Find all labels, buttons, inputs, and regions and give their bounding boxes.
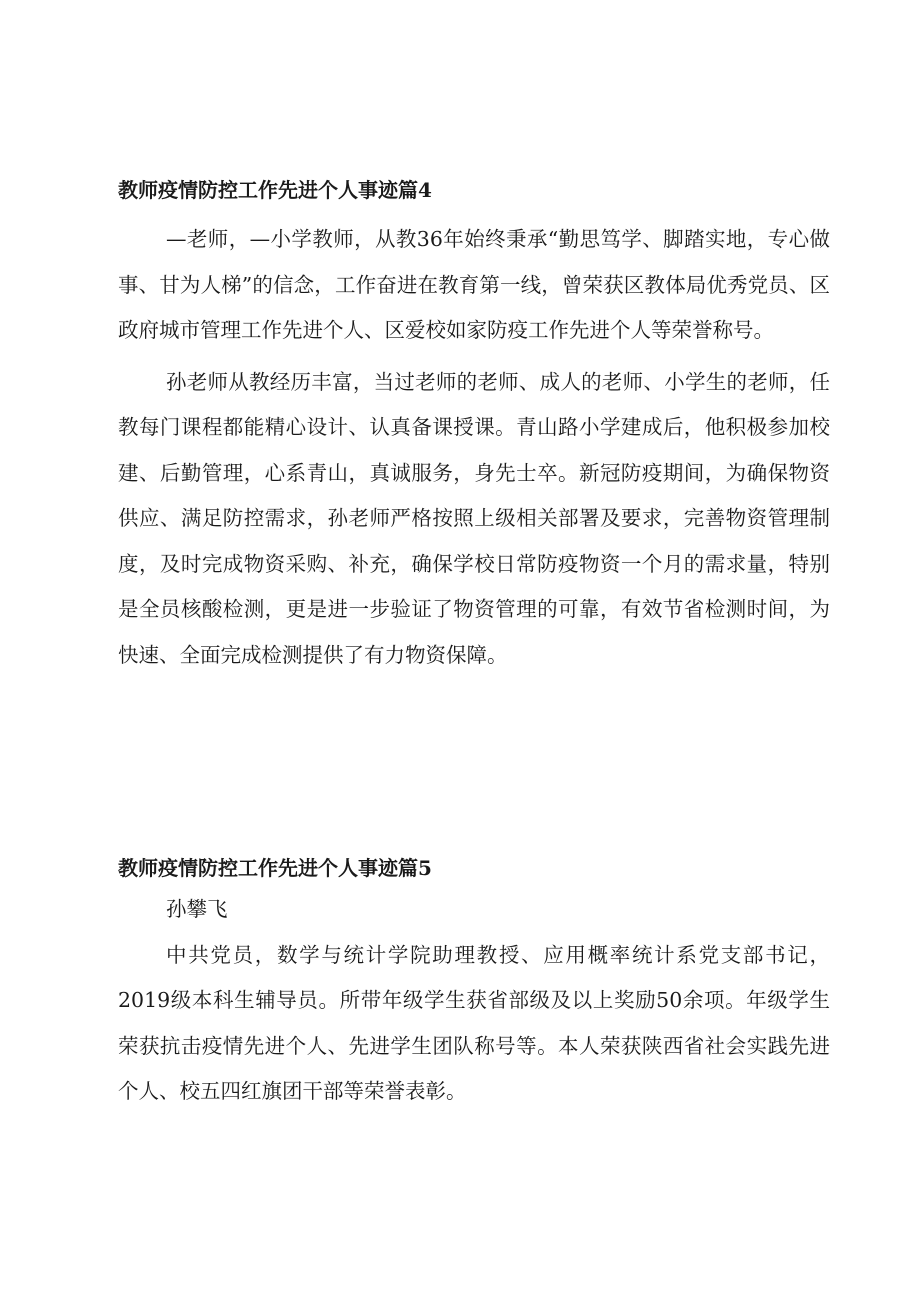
paragraph: 孙老师从教经历丰富，当过老师的老师、成人的老师、小学生的老师，任教每门课程都能精心设计、认真备课授课。青山路小学建成后，他积极参加校建、后勤管理，心系青山，真诚服务，身先士卒。新冠防疫期间，为确保物资供应、满足防控需求，孙老师严格按照上级相关部署及要求，完善物资管理制度，及时完成物资采购、补充，确保学校日常防疫物资一个月的需求量，特别是全员核酸检测，更是进一步验证了物资管理的可靠，有效节省检测时间，为快速、全面完成检测提供了有力物资保障。 [118,369,830,667]
section-heading: 教师疫情防控工作先进个人事迹篇5 [118,856,432,880]
section-4 [118,175,830,678]
paragraph: 中共党员，数学与统计学院助理教授、应用概率统计系党支部书记，2019级本科生辅导员。所带年级学生获省部级及以上奖励50余项。年级学生荣获抗击疫情先进个人、先进学生团队称号等。本人荣获陕西省社会实践先进个人、校五四红旗团干部等荣誉表彰。 [118,942,830,1103]
section-5 [118,853,830,1115]
section-heading: 教师疫情防控工作先进个人事迹篇4 [118,178,432,202]
paragraph: —老师，—小学教师，从教36年始终秉承“勤思笃学、脚踏实地，专心做事、甘为人梯”的信念，工作奋进在教育第一线，曾荣获区教体局优秀党员、区政府城市管理工作先进个人、区爱校如家防疫工作先进个人等荣誉称号。 [118,227,830,342]
person-name: 孙攀飞 [166,897,228,921]
